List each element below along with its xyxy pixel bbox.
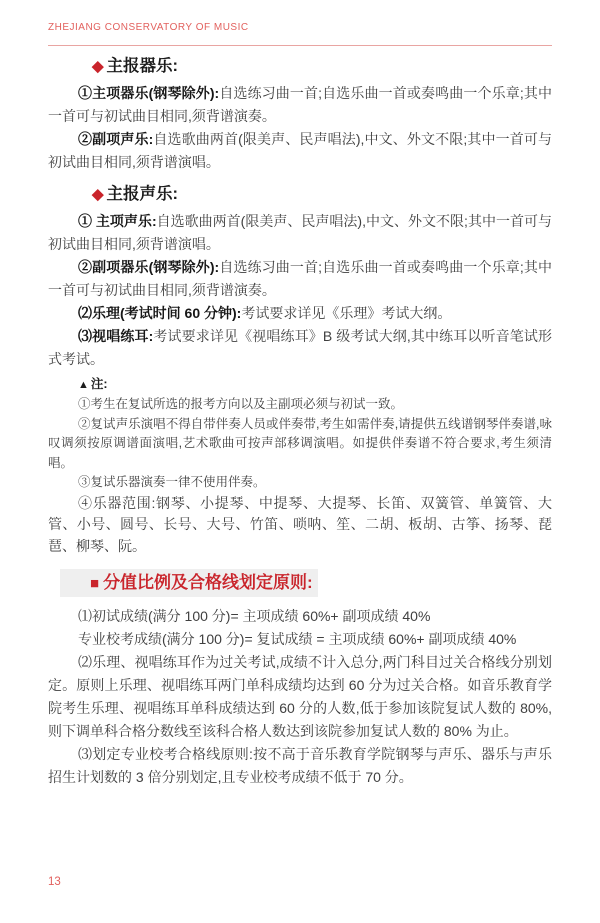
- paragraph-music-theory: [48, 302, 552, 325]
- scoring-paragraph-1: ⑴初试成绩(满分 100 分)= 主项成绩 60%+ 副项成绩 40%: [78, 608, 431, 624]
- paragraph-instrumental-2: [48, 128, 552, 174]
- paragraph-lead: ②副项器乐(钢琴除外):: [78, 259, 220, 275]
- paragraph-text: 自选练习曲一首;自选乐曲一首或奏鸣曲一个乐章;其中一首可与初试曲目相同,须背谱演奏。: [48, 85, 552, 124]
- paragraph-text: 自选歌曲两首(限美声、民声唱法),中文、外文不限;其中一首可与初试曲目相同,须背谱演唱。: [48, 131, 552, 170]
- triangle-icon: ▲: [78, 379, 89, 391]
- section-title-scoring: [60, 569, 318, 597]
- paragraph-lead: ① 主项声乐:: [78, 213, 157, 229]
- notes-title: [48, 374, 552, 395]
- heading-label: 主报声乐:: [106, 185, 179, 203]
- paragraph-lead: ①主项器乐(钢琴除外):: [78, 85, 220, 101]
- note-item-1: ①考生在复试所选的报考方向以及主副项必须与初试一致。: [78, 397, 404, 411]
- paragraph-lead: ⑵乐理(考试时间 60 分钟):: [78, 305, 242, 321]
- scoring-paragraph-3: ⑵乐理、视唱练耳作为过关考试,成绩不计入总分,两门科目过关合格线分别划定。原则上乐理、视唱练耳两门单科成绩均达到 60 分为过关合格。如音乐教育学院考生乐理、视唱练耳单科成绩达到 60 分的人数,低于参加该院复试人数的 80%,则下调单科合格分数线至该科合格人数达到该院参加复试人数的 80% 为止。: [48, 654, 552, 739]
- note-item-4: ④乐器范围:钢琴、小提琴、中提琴、大提琴、长笛、双簧管、单簧管、大管、小号、圆号、长号、大号、竹笛、唢呐、笙、二胡、板胡、古筝、扬琴、琵琶、柳琴、阮。: [48, 494, 552, 554]
- scoring-paragraph-4: ⑶划定专业校考合格线原则:按不高于音乐教育学院钢琴与声乐、器乐与声乐招生计划数的 3 倍分别划定,且专业校考成绩不低于 70 分。: [48, 746, 552, 785]
- paragraph-lead: ⑶视唱练耳:: [78, 328, 154, 344]
- note-item-3: ③复试乐器演奏一律不使用伴奏。: [78, 475, 266, 489]
- note-item-2: ②复试声乐演唱不得自带伴奏人员或伴奏带,考生如需伴奏,请提供五线谱钢琴伴奏谱,咏叹调须按原调谱面演唱,艺术歌曲可按声部移调演唱。如提供伴奏谱不符合要求,考生须清唱。: [48, 416, 552, 470]
- paragraph-text: 自选歌曲两首(限美声、民声唱法),中文、外文不限;其中一首可与初试曲目相同,须背谱演唱。: [48, 213, 552, 252]
- heading-main-vocal: [48, 181, 552, 208]
- document-content: [0, 53, 600, 789]
- diamond-icon: ◆: [92, 186, 104, 203]
- paragraph-vocal-1: [48, 210, 552, 256]
- square-icon: ■: [90, 575, 100, 592]
- paragraph-text: 考试要求详见《乐理》考试大纲。: [241, 305, 452, 321]
- paragraph-text: 考试要求详见《视唱练耳》B 级考试大纲,其中练耳以听音笔试形式考试。: [48, 328, 552, 367]
- page-number: 13: [48, 876, 61, 888]
- heading-main-instrumental: [48, 53, 552, 80]
- paragraph-lead: ②副项声乐:: [78, 131, 154, 147]
- notes-title-label: 注:: [90, 377, 108, 391]
- paragraph-vocal-2: [48, 256, 552, 302]
- header-divider: [48, 45, 552, 46]
- diamond-icon: ◆: [92, 58, 104, 75]
- header-title: ZHEJIANG CONSERVATORY OF MUSIC: [48, 22, 249, 33]
- notes-section: [48, 374, 552, 557]
- heading-label: 主报器乐:: [106, 57, 179, 75]
- scoring-paragraph-2: 专业校考成绩(满分 100 分)= 复试成绩 = 主项成绩 60%+ 副项成绩 40%: [78, 631, 517, 647]
- page-header: [0, 0, 600, 46]
- paragraph-text: 自选练习曲一首;自选乐曲一首或奏鸣曲一个乐章;其中一首可与初试曲目相同,须背谱演奏。: [48, 259, 552, 298]
- paragraph-ear-training: [48, 325, 552, 371]
- paragraph-instrumental-1: [48, 82, 552, 128]
- section-title-label: 分值比例及合格线划定原则:: [103, 573, 313, 592]
